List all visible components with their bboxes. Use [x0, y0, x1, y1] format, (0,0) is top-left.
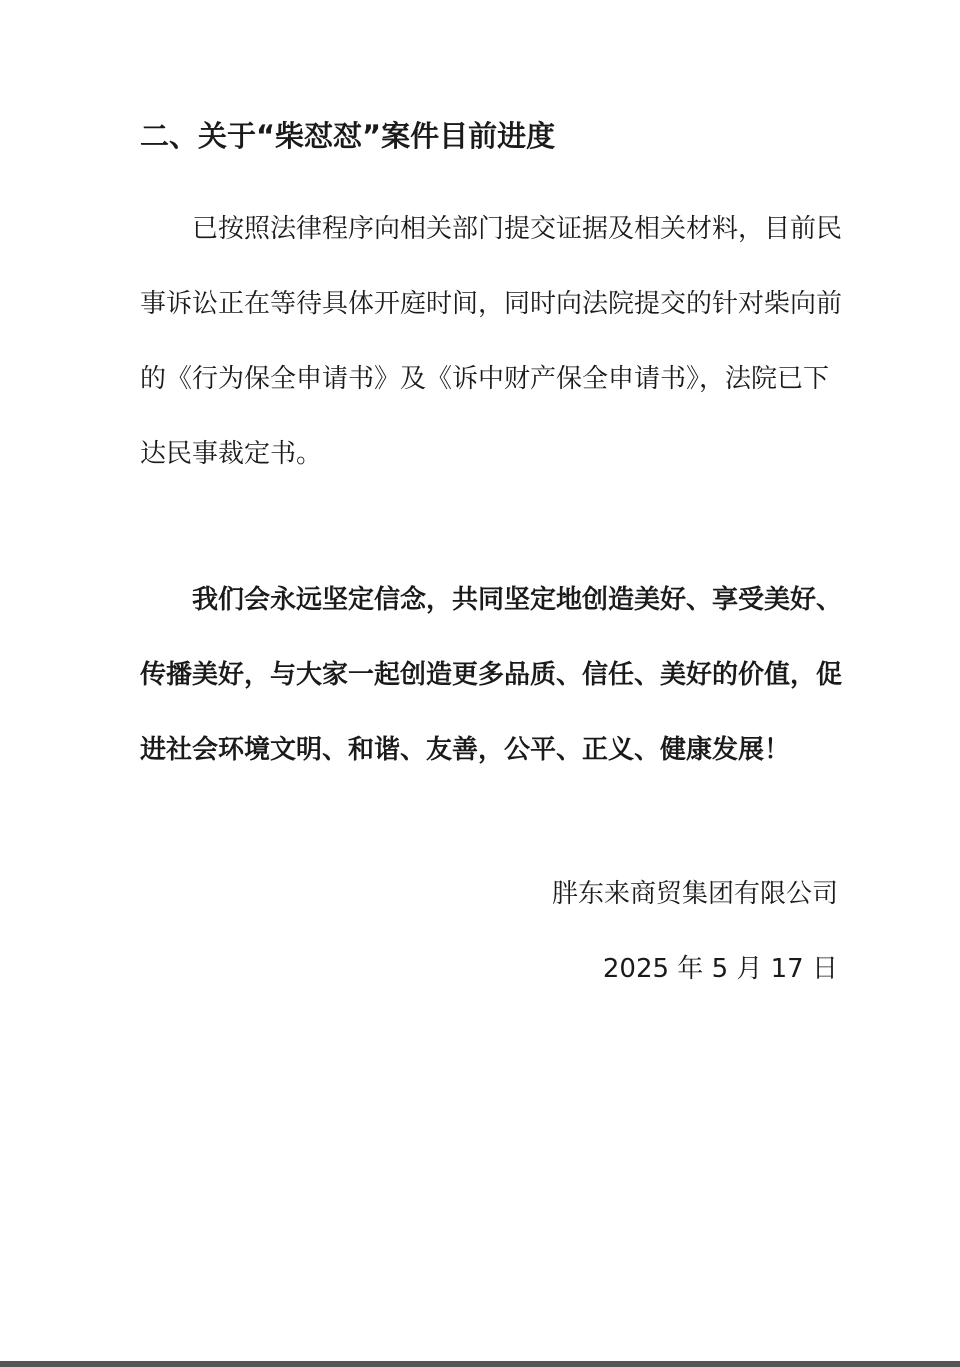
document-date: 2025 年 5 月 17 日	[602, 954, 838, 984]
company-signature: 胖东来商贸集团有限公司	[551, 879, 838, 909]
paragraph-line: 进社会环境文明、和谐、友善，公平、正义、健康发展！	[140, 735, 791, 765]
paragraph-line: 我们会永远坚定信念，共同坚定地创造美好、享受美好、	[192, 585, 843, 615]
section-heading: 二、关于“柴怼怼”案件目前进度	[140, 119, 556, 153]
paragraph-line: 传播美好，与大家一起创造更多品质、信任、美好的价值，促	[140, 660, 843, 690]
bottom-border	[0, 1361, 960, 1367]
paragraph-line: 达民事裁定书。	[140, 439, 323, 469]
paragraph-line: 已按照法律程序向相关部门提交证据及相关材料，目前民	[192, 214, 843, 244]
paragraph-line: 的《行为保全申请书》及《诉中财产保全申请书》，法院已下	[140, 364, 830, 394]
paragraph-line: 事诉讼正在等待具体开庭时间，同时向法院提交的针对柴向前	[140, 289, 843, 319]
